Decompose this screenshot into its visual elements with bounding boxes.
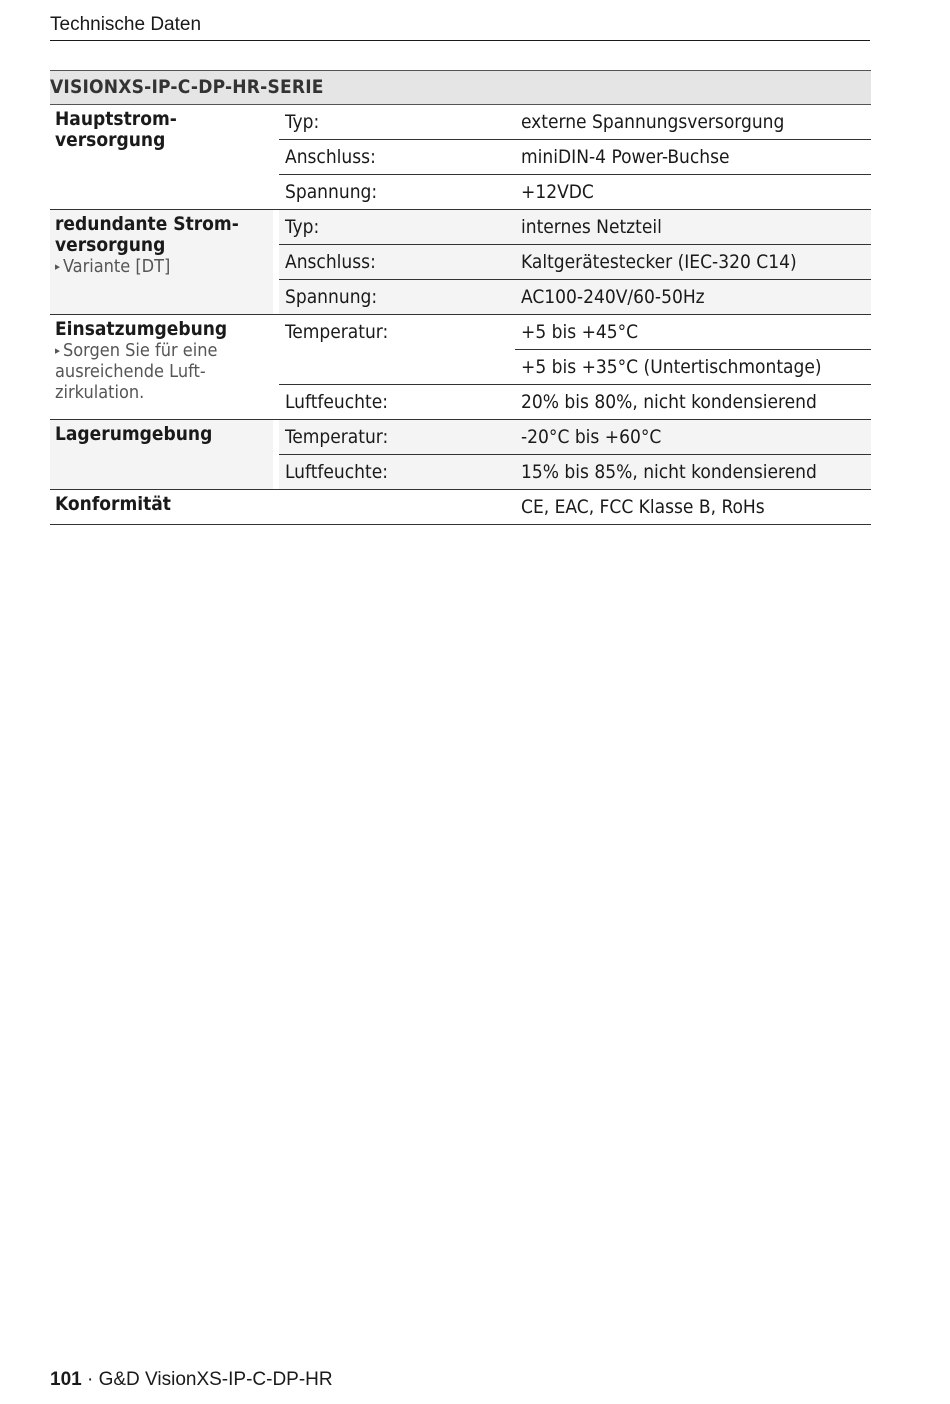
param-label: Typ: xyxy=(279,105,515,140)
param-label: Temperatur: xyxy=(285,321,389,343)
spec-section-redundant-power xyxy=(50,210,871,315)
spec-section-main-power xyxy=(50,105,871,210)
section-label: Lagerumgebung xyxy=(55,423,213,445)
page-footer xyxy=(50,1367,333,1393)
section-label-cell xyxy=(50,420,273,490)
param-label: Luftfeuchte: xyxy=(279,385,515,420)
specs-table xyxy=(50,70,871,525)
param-value: -20°C bis +60°C xyxy=(515,420,871,455)
param-label xyxy=(279,490,515,525)
bullet-triangle-icon: ▸ xyxy=(55,260,60,273)
page-number: 101 xyxy=(50,1369,82,1390)
spec-section-operating-environment xyxy=(50,315,871,420)
section-note xyxy=(55,340,269,403)
param-value: 20% bis 80%, nicht kondensierend xyxy=(515,385,871,420)
param-value: +12VDC xyxy=(515,175,871,210)
footer-separator: · xyxy=(86,1369,94,1390)
param-value: +5 bis +45°C xyxy=(515,315,871,350)
section-label-cell xyxy=(50,315,273,420)
specs-table-title-row xyxy=(50,71,871,105)
section-label-cell xyxy=(50,105,273,210)
page-header-title: Technische Daten xyxy=(50,14,202,35)
section-label: Einsatzumgebung xyxy=(55,318,228,340)
section-note-text: Sorgen Sie für eine ausreichende Luft- zirkulation. xyxy=(55,340,218,403)
section-label: Hauptstrom- versorgung xyxy=(55,108,177,151)
bullet-triangle-icon: ▸ xyxy=(55,344,60,357)
section-note-text: Variante [DT] xyxy=(62,256,171,277)
param-label: Spannung: xyxy=(279,175,515,210)
param-label: Typ: xyxy=(279,210,515,245)
section-label: redundante Strom- versorgung xyxy=(55,213,239,256)
footer-doc-title: G&D VisionXS-IP-C-DP-HR xyxy=(98,1369,333,1390)
param-value: internes Netzteil xyxy=(515,210,871,245)
specs-table-title: VISIONXS-IP-C-DP-HR-SERIE xyxy=(50,71,871,105)
param-value: miniDIN-4 Power-Buchse xyxy=(515,140,871,175)
page-header xyxy=(50,12,870,41)
param-label: Temperatur: xyxy=(279,420,515,455)
section-label-cell xyxy=(50,210,273,315)
param-value: CE, EAC, FCC Klasse B, RoHs xyxy=(515,490,871,525)
spec-section-conformity xyxy=(50,490,871,525)
param-value: Kaltgerätestecker (IEC-320 C14) xyxy=(515,245,871,280)
param-value: 15% bis 85%, nicht kondensierend xyxy=(515,455,871,490)
section-label: Konformität xyxy=(55,493,171,515)
param-value: externe Spannungsversorgung xyxy=(515,105,871,140)
spec-section-storage-environment xyxy=(50,420,871,490)
param-value: +5 bis +35°C (Untertischmontage) xyxy=(515,350,871,385)
section-note xyxy=(55,256,269,277)
section-label-cell xyxy=(50,490,273,525)
param-label: Luftfeuchte: xyxy=(279,455,515,490)
param-label: Anschluss: xyxy=(279,245,515,280)
param-value: AC100-240V/60-50Hz xyxy=(515,280,871,315)
param-label: Anschluss: xyxy=(279,140,515,175)
param-label: Spannung: xyxy=(279,280,515,315)
